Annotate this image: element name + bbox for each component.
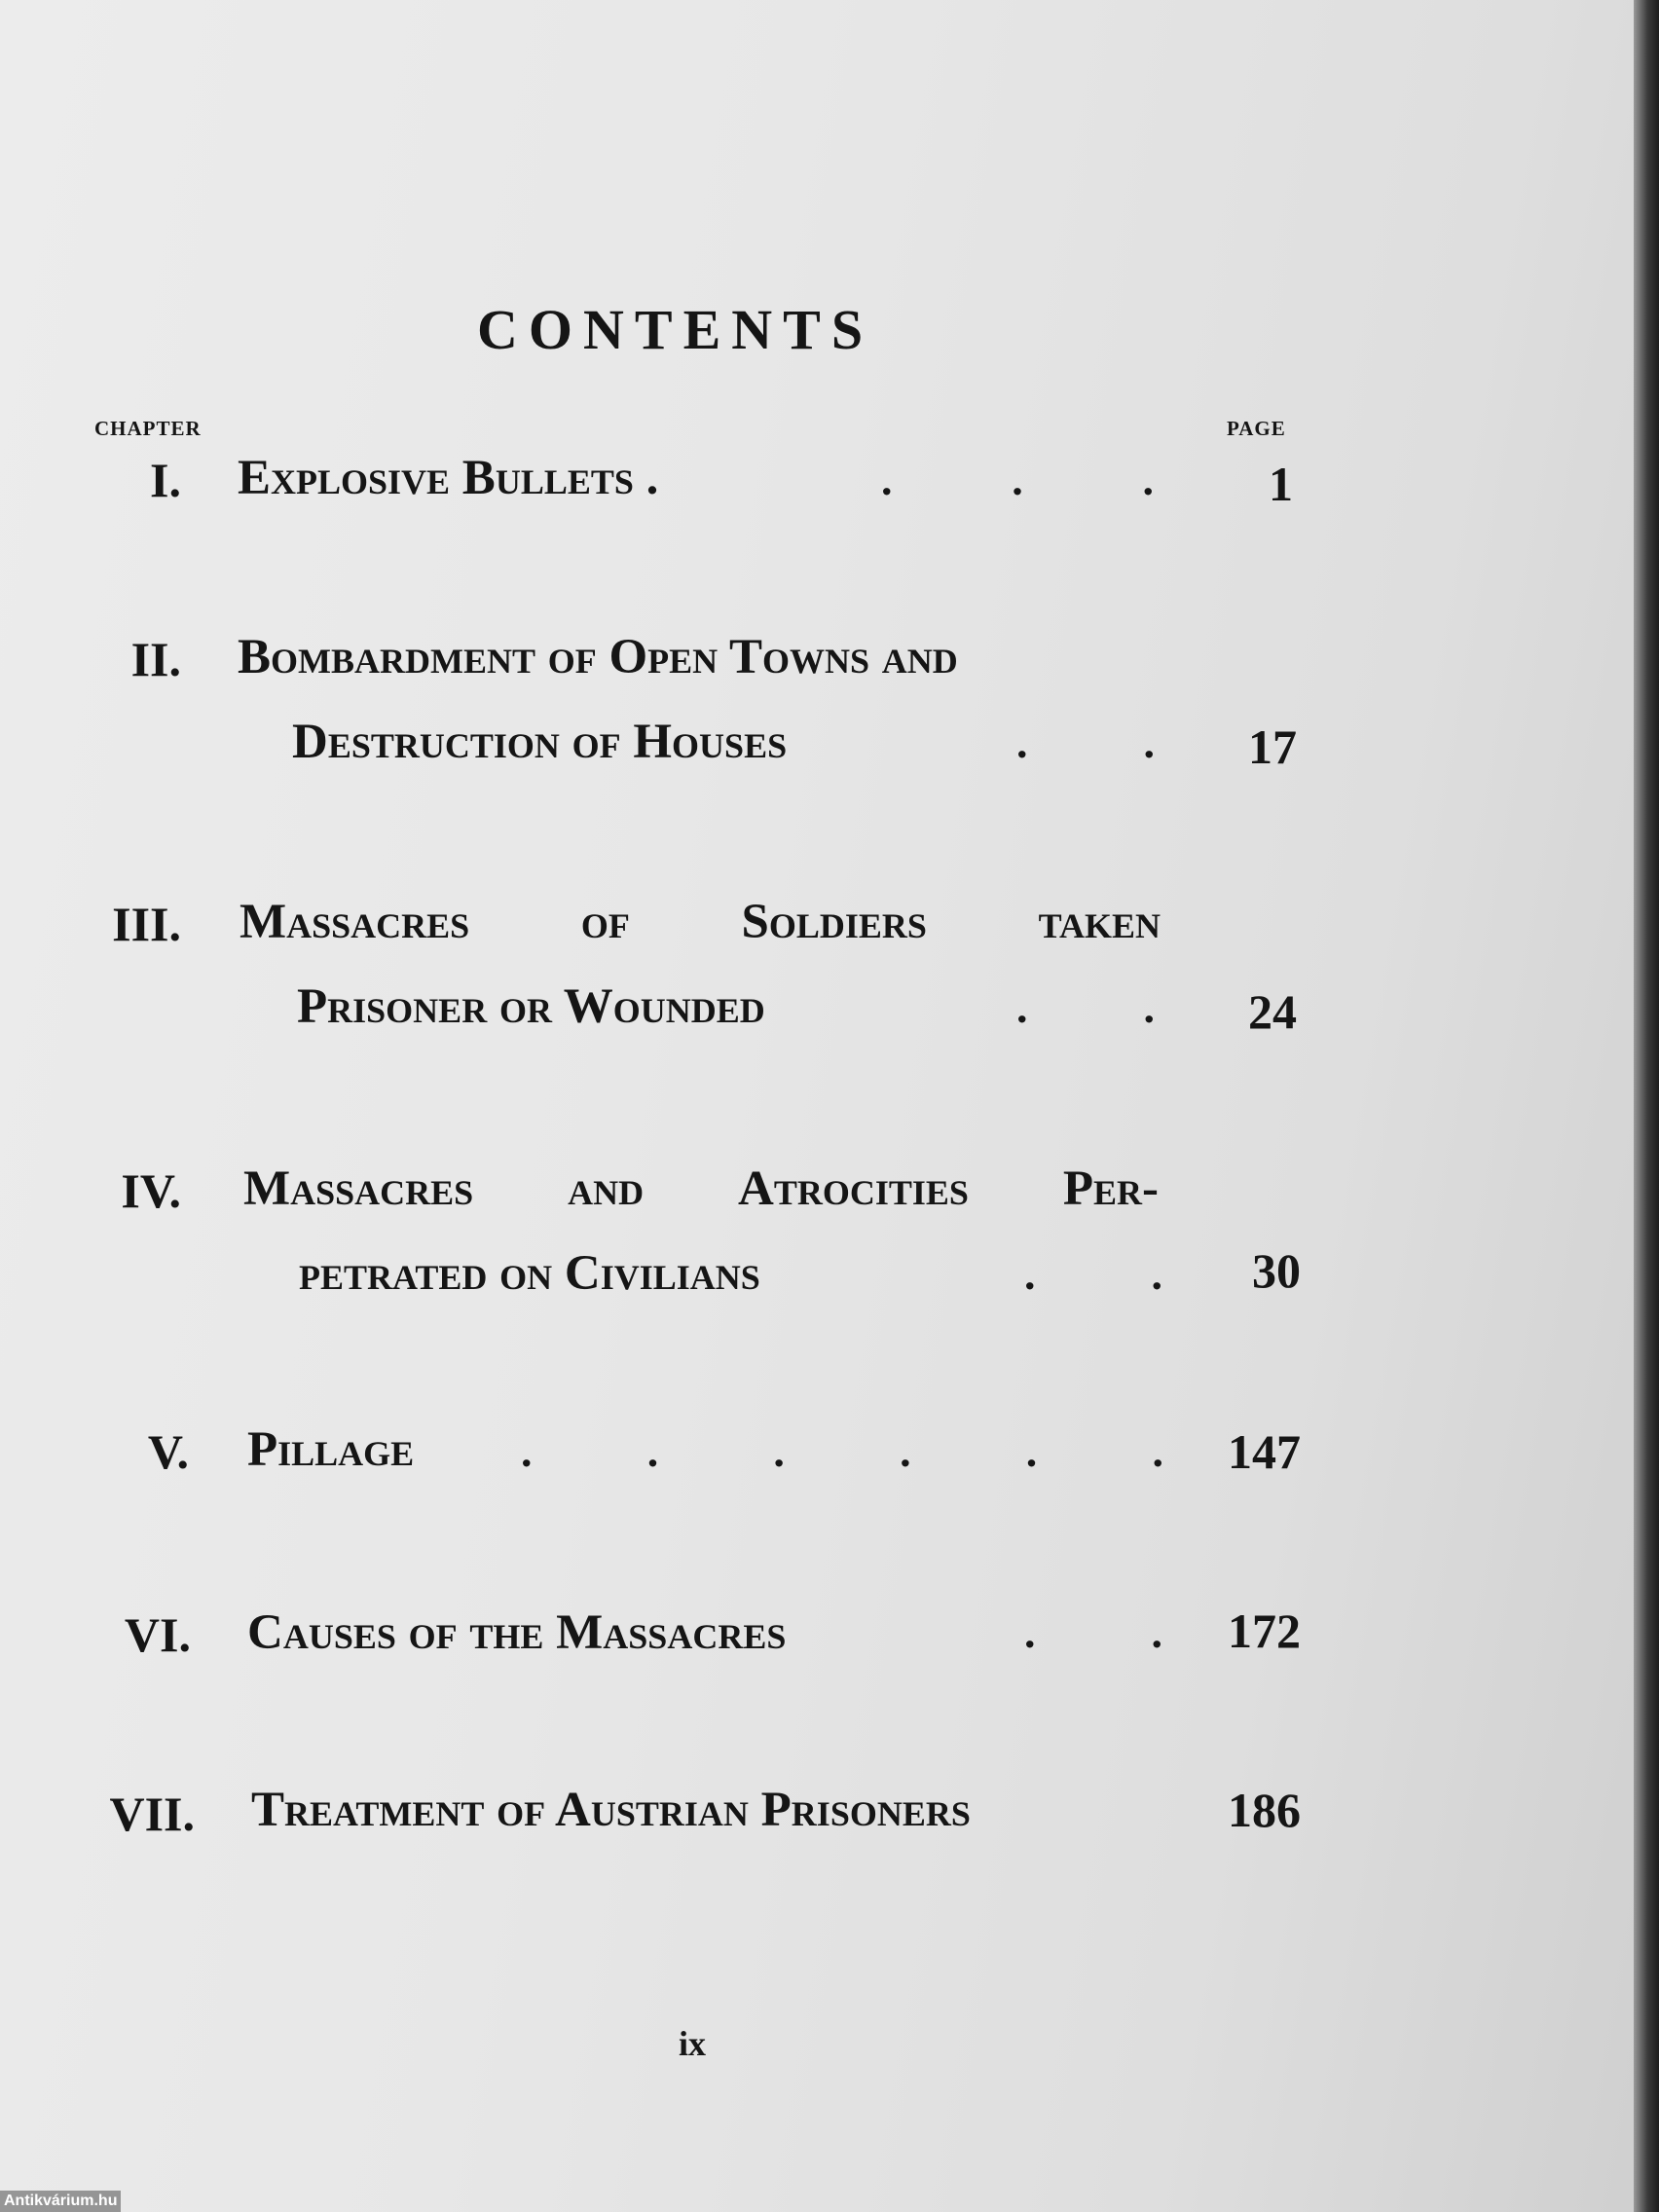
page-number: 30: [1252, 1243, 1301, 1298]
page-number: 17: [1248, 719, 1297, 774]
chapter-title-line: Causes of the Massacres: [247, 1605, 787, 1660]
word: taken: [1038, 895, 1161, 949]
dot-leader: . .: [1024, 1249, 1162, 1299]
chapter-title-line: Treatment of Austrian Prisoners: [251, 1783, 971, 1837]
chapter-title-line: Bombardment of Open Towns and: [238, 630, 958, 684]
chapter-numeral: I.: [150, 453, 181, 507]
page-number: 172: [1228, 1604, 1301, 1658]
page-title: CONTENTS: [477, 298, 874, 361]
word: Atrocities: [738, 1161, 969, 1216]
word: Soldiers: [741, 895, 927, 949]
chapter-numeral: V.: [147, 1424, 189, 1479]
word: and: [568, 1161, 645, 1216]
page-number: 24: [1248, 984, 1297, 1039]
chapter-title-line: [243, 1161, 1159, 1217]
chapter-numeral: IV.: [121, 1163, 181, 1218]
word: Per-: [1062, 1161, 1159, 1216]
chapter-numeral: III.: [112, 897, 181, 951]
word: Massacres: [243, 1161, 474, 1216]
page-number: 1: [1269, 457, 1293, 511]
word: of: [580, 895, 630, 949]
chapter-numeral: II.: [130, 632, 181, 686]
dot-leader: . . .: [881, 455, 1154, 504]
chapter-column-header: CHAPTER: [94, 417, 202, 440]
watermark: Antikvárium.hu: [0, 2191, 121, 2212]
chapter-title-line: Prisoner or Wounded: [297, 979, 765, 1034]
word: Massacres: [240, 895, 470, 949]
chapter-title-line: Destruction of Houses: [292, 715, 788, 769]
chapter-numeral: VII.: [109, 1787, 195, 1841]
dot-leader: . .: [1024, 1607, 1162, 1657]
chapter-title-line: petrated on Civilians: [299, 1246, 760, 1301]
chapter-title-line: Explosive Bullets .: [238, 451, 659, 505]
chapter-title-line: [240, 894, 1161, 950]
chapter-title-line: Pillage: [247, 1422, 415, 1477]
chapter-numeral: VI.: [124, 1607, 191, 1662]
page-column-header: PAGE: [1227, 417, 1286, 440]
page-number: 186: [1228, 1783, 1301, 1837]
dot-leader: . . . . . .: [521, 1426, 1163, 1476]
book-edge-shadow: [1634, 0, 1659, 2212]
page-number: 147: [1228, 1424, 1301, 1479]
page-folio: ix: [679, 2024, 707, 2063]
dot-leader: . .: [1016, 982, 1155, 1032]
dot-leader: . .: [1016, 718, 1155, 767]
